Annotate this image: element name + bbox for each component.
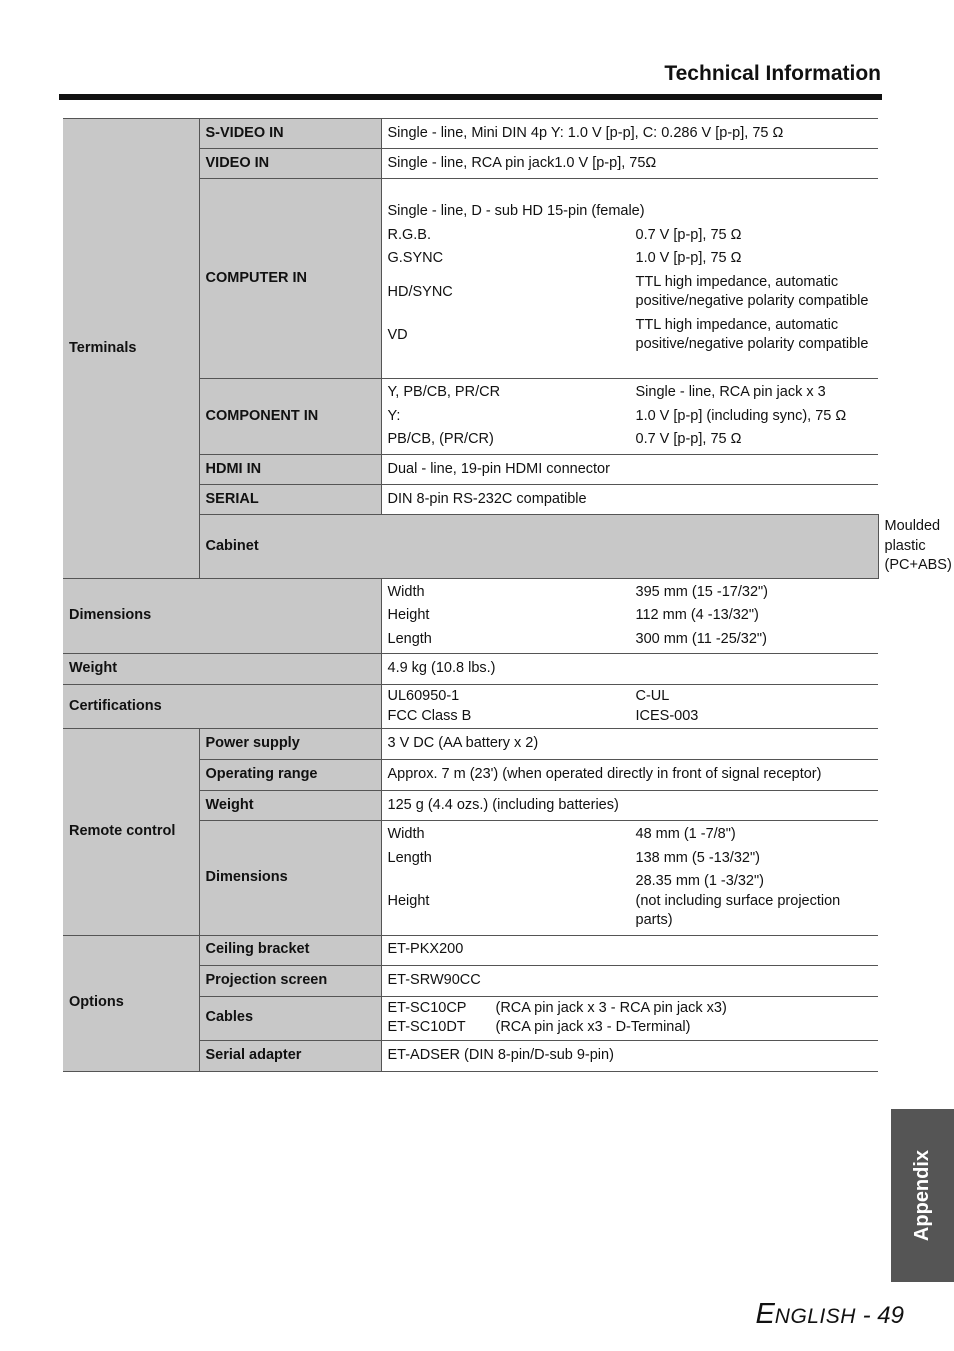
hdmi-value: Dual - line, 19-pin HDMI connector: [381, 455, 878, 485]
component-key: PB/CB, (PR/CR): [387, 431, 494, 448]
screen-value: ET-SRW90CC: [381, 965, 878, 996]
remote-range-label: Operating range: [199, 760, 381, 791]
table-row: [63, 654, 878, 685]
dimensions-label: Dimensions: [63, 578, 381, 654]
component-label: COMPONENT IN: [199, 379, 381, 455]
remote-power-value: 3 V DC (AA battery x 2): [381, 729, 878, 760]
serial-adapter-value: ET-ADSER (DIN 8-pin/D-sub 9-pin): [381, 1040, 878, 1071]
remote-dim-note: (not including surface projection parts): [635, 892, 841, 928]
cert-item: FCC Class B: [387, 707, 472, 724]
dimension-key: Width: [387, 583, 425, 600]
dimension-val: 395 mm (15 -17/32"): [635, 583, 768, 600]
footer-word: NGLISH: [774, 1305, 856, 1328]
table-row: [63, 685, 878, 729]
spec-table: [63, 118, 952, 1072]
remote-dim-val: 28.35 mm (1 -3/32"): [635, 873, 764, 889]
remote-dim-val: 138 mm (5 -13/32"): [635, 849, 760, 866]
remote-dim-key: Height: [387, 892, 430, 909]
computer-val: TTL high impedance, automatic positive/negative polarity compatible: [635, 273, 869, 310]
svideo-value: Single - line, Mini DIN 4p Y: 1.0 V [p-p], C: 0.286 V [p-p], 75 Ω: [381, 119, 878, 149]
computer-key: G.SYNC: [387, 250, 444, 267]
remote-weight-label: Weight: [199, 791, 381, 821]
page-title: Technical Information: [664, 62, 881, 85]
footer-initial: E: [755, 1298, 775, 1330]
remote-dimensions-label: Dimensions: [199, 821, 381, 936]
table-row: [63, 729, 878, 760]
remote-dim-key: Width: [387, 826, 425, 842]
dimensions-value: [381, 578, 878, 654]
cables-value: [381, 996, 878, 1040]
component-key: Y:: [387, 407, 401, 424]
dimension-val: 112 mm (4 -13/32"): [635, 607, 759, 623]
component-val: Single - line, RCA pin jack x 3: [635, 384, 826, 401]
component-val: 0.7 V [p-p], 75 Ω: [635, 431, 742, 448]
screen-label: Projection screen: [199, 965, 381, 996]
dimension-key: Height: [387, 607, 430, 623]
remote-range-value: Approx. 7 m (23') (when operated directly in front of signal receptor): [381, 760, 878, 791]
video-label: VIDEO IN: [199, 149, 381, 179]
certifications-value: [381, 685, 878, 729]
computer-val: 1.0 V [p-p], 75 Ω: [635, 250, 742, 267]
terminals-label: Terminals: [63, 119, 199, 579]
cable-desc: (RCA pin jack x 3 - RCA pin jack x3): [495, 999, 727, 1016]
options-label: Options: [63, 935, 199, 1071]
page-number: - 49: [855, 1302, 904, 1329]
weight-value: 4.9 kg (10.8 lbs.): [381, 654, 878, 685]
video-value: Single - line, RCA pin jack1.0 V [p-p], 75Ω: [381, 149, 878, 179]
component-val: 1.0 V [p-p] (including sync), 75 Ω: [635, 407, 847, 424]
cert-item: C-UL: [635, 688, 670, 704]
serial-label: SERIAL: [199, 485, 381, 515]
cabinet-label: Cabinet: [199, 515, 878, 579]
table-row: Cabinet Moulded plastic (PC+ABS): [63, 515, 878, 579]
ceiling-label: Ceiling bracket: [199, 935, 381, 965]
computer-key: HD/SYNC: [387, 283, 453, 300]
weight-label: Weight: [63, 654, 381, 685]
computer-value: [381, 179, 878, 379]
cable-code: ET-SC10CP: [387, 999, 467, 1016]
remote-dim-val: 48 mm (1 -7/8"): [635, 826, 736, 842]
cables-label: Cables: [199, 996, 381, 1040]
svideo-label: S-VIDEO IN: [199, 119, 381, 149]
computer-intro: Single - line, D - sub HD 15-pin (female): [387, 203, 645, 220]
cable-desc: (RCA pin jack x3 - D-Terminal): [495, 1019, 691, 1035]
component-value: [381, 379, 878, 455]
computer-label: COMPUTER IN: [199, 179, 381, 379]
hdmi-label: HDMI IN: [199, 455, 381, 485]
computer-val: 0.7 V [p-p], 75 Ω: [635, 226, 742, 243]
remote-label: Remote control: [63, 729, 199, 936]
appendix-tab[interactable]: [891, 1109, 954, 1282]
table-row: [63, 935, 878, 965]
remote-dim-key: Length: [387, 849, 432, 866]
component-key: Y, PB/CB, PR/CR: [387, 384, 501, 401]
title-rule: [59, 94, 882, 100]
page-footer: [755, 1298, 904, 1331]
appendix-tab-label: Appendix: [911, 1149, 933, 1242]
table-row: [63, 578, 878, 654]
dimension-key: Length: [387, 630, 432, 647]
remote-weight-value: 125 g (4.4 ozs.) (including batteries): [381, 791, 878, 821]
remote-power-label: Power supply: [199, 729, 381, 760]
computer-key: VD: [387, 326, 408, 343]
table-row: [63, 119, 878, 149]
ceiling-value: ET-PKX200: [381, 935, 878, 965]
cable-code: ET-SC10DT: [387, 1019, 466, 1035]
dimension-val: 300 mm (11 -25/32"): [635, 630, 767, 647]
cert-item: ICES-003: [635, 707, 699, 724]
serial-value: DIN 8-pin RS-232C compatible: [381, 485, 878, 515]
certifications-label: Certifications: [63, 685, 381, 729]
computer-val: TTL high impedance, automatic positive/negative polarity compatible: [635, 316, 869, 353]
computer-key: R.G.B.: [387, 226, 432, 243]
serial-adapter-label: Serial adapter: [199, 1040, 381, 1071]
remote-dimensions-value: [381, 821, 878, 936]
cert-item: UL60950-1: [387, 688, 460, 704]
